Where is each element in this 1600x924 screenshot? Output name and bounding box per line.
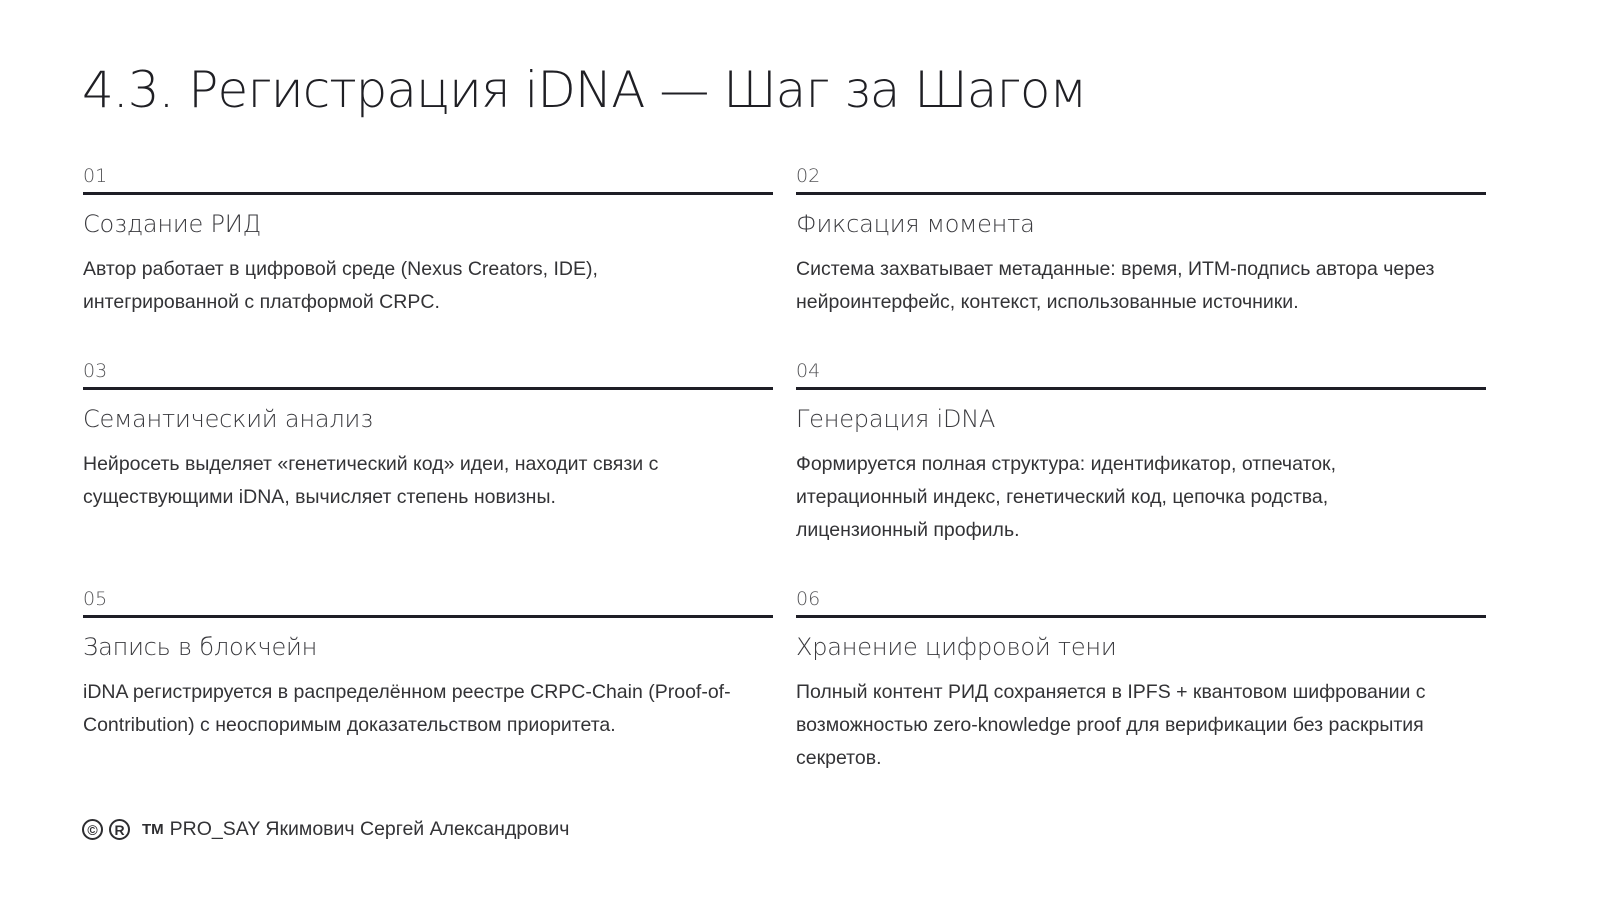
step-number: 06 [796,588,821,610]
step-card-06 [796,586,1486,786]
step-number: 04 [796,360,821,382]
step-description: Формируется полная структура: идентификатор, отпечаток, итерационный индекс, генетический код, цепочка родства, лицензионный профиль. [796,453,1337,541]
step-title: Создание РИД [83,210,262,238]
step-card-05 [83,586,773,786]
step-divider [796,387,1486,390]
step-card-02 [796,163,1486,358]
step-description: Система захватывает метаданные: время, ИТМ-подпись автора через нейроинтерфейс, контекст, использованные источники. [796,258,1435,313]
step-number: 02 [796,165,821,187]
step-title: Хранение цифровой тени [796,633,1117,661]
page-title: 4.3. Регистрация iDNA — Шаг за Шагом [82,61,1087,119]
copyright-icon: © [82,819,103,840]
author-credit: PRO_SAY Якимович Сергей Александрович [169,818,570,840]
step-number: 05 [83,588,108,610]
trademark-icon: TM [142,821,164,838]
step-divider [83,387,773,390]
step-divider [83,192,773,195]
step-divider [83,615,773,618]
step-description: iDNA регистрируется в распределённом реестре CRPC-Chain (Proof-of-Contribution) с неоспоримым доказательством приоритета. [83,681,731,736]
step-description: Нейросеть выделяет «генетический код» идеи, находит связи с существующими iDNA, вычисляет степень новизны. [83,453,659,508]
steps-grid [83,163,1486,786]
footer-credits [82,818,569,841]
step-description: Полный контент РИД сохраняется в IPFS + квантовом шифровании с возможностью zero-knowledge proof для верификации без раскрытия секретов. [796,681,1426,769]
step-card-01 [83,163,773,358]
step-title: Фиксация момента [796,210,1035,238]
step-card-04 [796,358,1486,586]
step-divider [796,192,1486,195]
step-title: Семантический анализ [83,405,373,433]
step-number: 03 [83,360,108,382]
registered-trademark-icon: R [109,819,130,840]
step-title: Запись в блокчейн [83,633,318,661]
step-number: 01 [83,165,108,187]
step-card-03 [83,358,773,586]
step-title: Генерация iDNA [796,405,996,433]
step-divider [796,615,1486,618]
step-description: Автор работает в цифровой среде (Nexus Creators, IDE), интегрированной с платформой CRPC. [83,258,598,313]
